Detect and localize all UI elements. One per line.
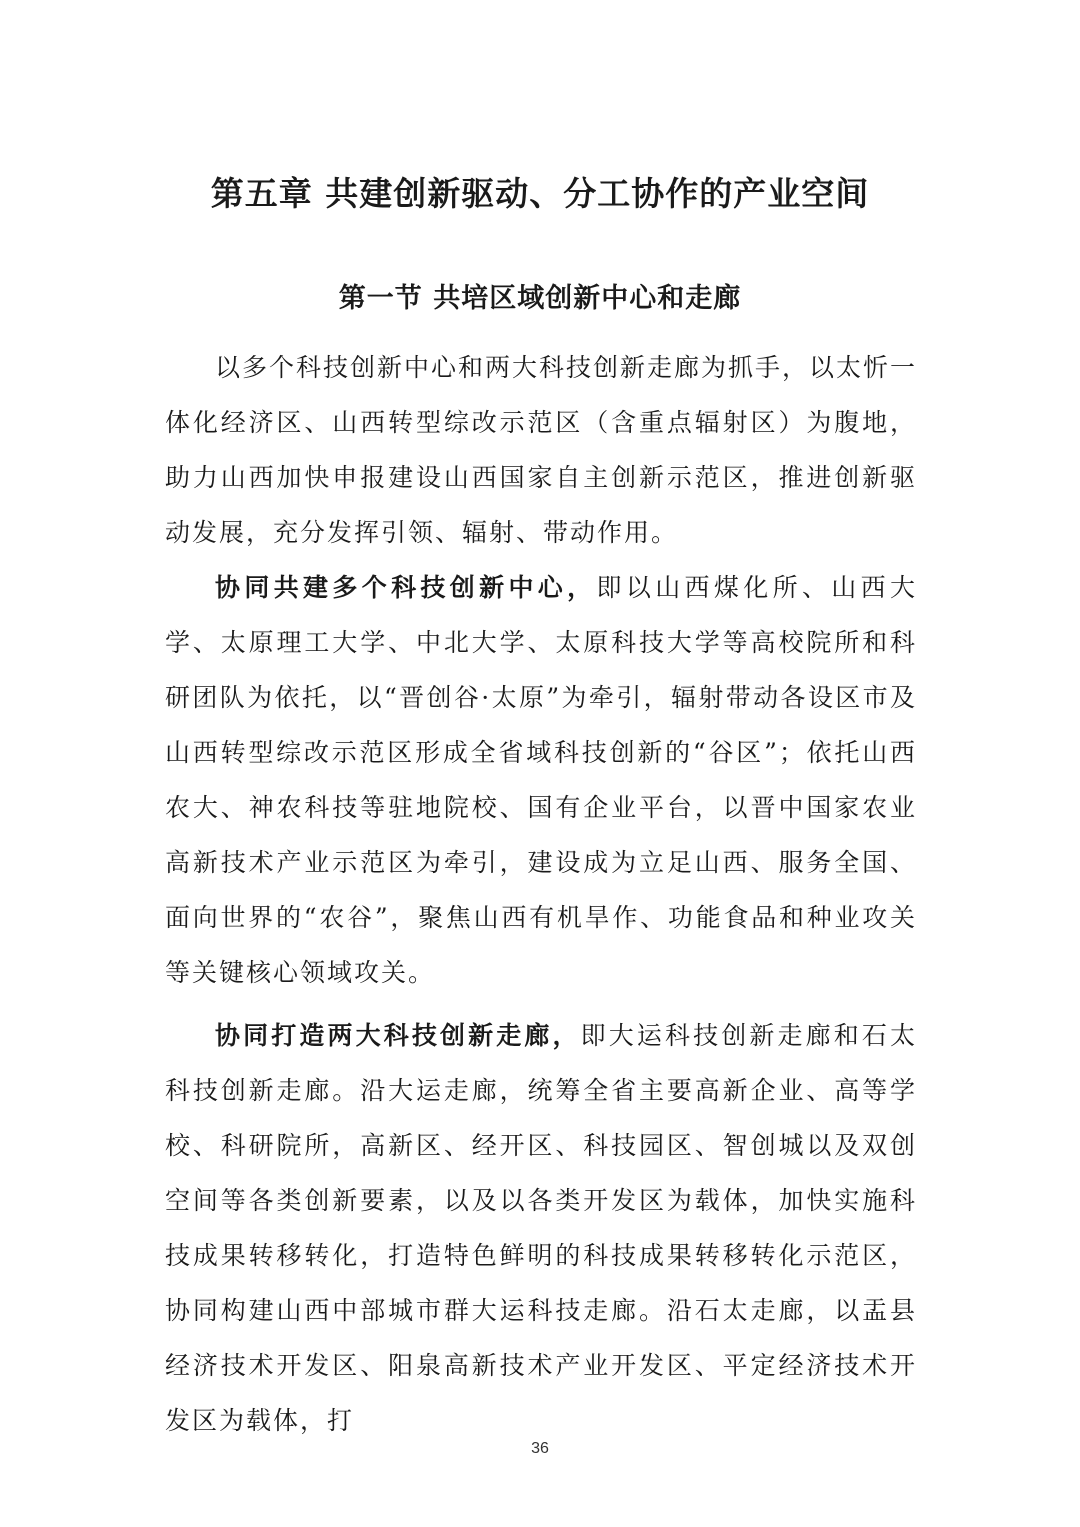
- paragraph-text: 即大运科技创新走廊和石太科技创新走廊。沿大运走廊，统筹全省主要高新企业、高等学校、科研院所，高新区、经开区、科技园区、智创城以及双创空间等各类创新要素，以及以各类开发区为载体，加快实施科技成果转移转化，打造特色鲜明的科技成果转移转化示范区，协同构建山西中部城市群大运科技走廊。沿石太走廊，以盂县经济技术开发区、阳泉高新技术产业开发区、平定经济技术开发区为载体，打: [165, 1021, 917, 1435]
- paragraph-text: 以多个科技创新中心和两大科技创新走廊为抓手，以太忻一体化经济区、山西转型综改示范区（含重点辐射区）为腹地，助力山西加快申报建设山西国家自主创新示范区，推进创新驱动发展，充分发挥引领、辐射、带动作用。: [165, 353, 918, 547]
- paragraph-lead: 协同共建多个科技创新中心，: [215, 573, 597, 602]
- paragraph-intro: [165, 340, 917, 560]
- paragraph-text: 即以山西煤化所、山西大学、太原理工大学、中北大学、太原科技大学等高校院所和科研团队为依托，以“晋创谷·太原”为牵引，辐射带动各设区市及山西转型综改示范区形成全省域科技创新的“谷区”；依托山西农大、神农科技等驻地院校、国有企业平台，以晋中国家农业高新技术产业示范区为牵引，建设成为立足山西、服务全国、面向世界的“农谷”，聚焦山西有机旱作、功能食品和种业攻关等关键核心领域攻关。: [165, 573, 917, 987]
- section-title: 第一节 共培区域创新中心和走廊: [338, 283, 742, 314]
- page-number: 36: [531, 1440, 549, 1457]
- paragraph-lead: 协同打造两大科技创新走廊，: [215, 1021, 581, 1050]
- paragraph-innovation-centers: [165, 560, 917, 1000]
- chapter-title: 第五章 共建创新驱动、分工协作的产业空间: [210, 174, 870, 213]
- paragraph-innovation-corridors: [165, 1008, 917, 1448]
- body-text: [165, 340, 917, 1448]
